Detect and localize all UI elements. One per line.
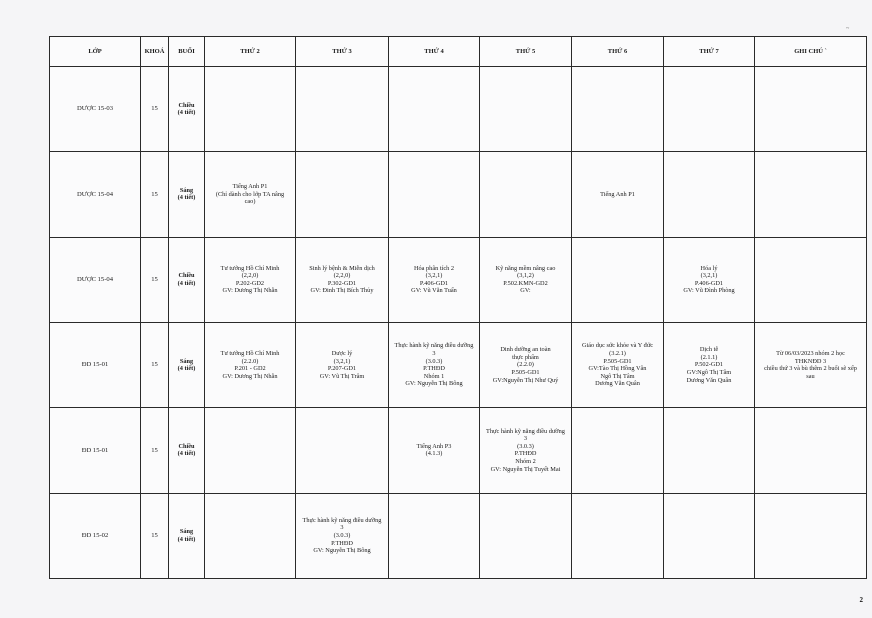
class-cell: ĐD 15-01 <box>50 322 141 407</box>
cell-line: P.THĐD <box>331 539 353 547</box>
corner-mark: ~ <box>846 26 850 32</box>
class-cell: ĐD 15-01 <box>50 408 141 493</box>
session-line: Chiều <box>178 101 195 109</box>
cell-line: P.201 - GD2 <box>234 365 266 373</box>
cell-line: Từ 06/03/2023 nhóm 2 học <box>776 349 845 357</box>
session-cell <box>169 67 205 152</box>
cell-line: GV:Ngô Thị Tâm <box>686 368 732 376</box>
cell-line: P.302-GD1 <box>327 279 357 287</box>
cell-line: 3 <box>340 524 344 532</box>
session-cell <box>169 237 205 322</box>
schedule-body <box>50 67 867 579</box>
session-line: (4 tiết) <box>177 109 196 117</box>
session-cell <box>169 152 205 237</box>
session-line: (4 tiết) <box>177 194 196 202</box>
course-year-cell: 15 <box>141 152 169 237</box>
schedule-cell <box>389 152 480 237</box>
session-line: Chiều <box>178 442 195 450</box>
cell-line: Tiếng Anh P1 <box>600 190 635 198</box>
table-row <box>50 322 867 407</box>
cell-line: thực phẩm <box>512 353 539 361</box>
cell-line: GV: <box>520 287 531 295</box>
cell-line: GV: Vũ Văn Tuấn <box>411 287 457 295</box>
cell-line: Sinh lý bệnh & Miễn dịch <box>309 264 375 272</box>
cell-line: (3,2,1) <box>333 357 351 365</box>
cell-line: P.406-GD1 <box>694 279 724 287</box>
cell-line: Dương Văn Quân <box>595 380 640 388</box>
cell-line: GV: Đinh Thị Bích Thủy <box>310 287 374 295</box>
cell-line: P.THĐD <box>514 450 537 458</box>
cell-line: P.502.KMN-GD2 <box>503 279 548 287</box>
schedule-cell <box>572 322 664 407</box>
note-cell <box>755 493 867 578</box>
table-row <box>50 408 867 493</box>
cell-line: GV: Dương Thị Nhẫn <box>222 372 278 380</box>
header-thu6: THỨ 6 <box>572 37 664 67</box>
schedule-cell <box>389 408 480 493</box>
header-thu2: THỨ 2 <box>205 37 296 67</box>
session-line: Sáng <box>179 357 194 365</box>
cell-line: P.505-GD1 <box>603 357 632 365</box>
schedule-cell <box>664 237 755 322</box>
cell-line: (3,1,2) <box>517 272 534 280</box>
schedule-table <box>49 36 867 579</box>
cell-line: GV: Vũ Đình Phòng <box>683 287 735 295</box>
schedule-cell <box>572 67 664 152</box>
table-row <box>50 67 867 152</box>
table-row <box>50 493 867 578</box>
cell-line: THKNĐD 3 <box>794 357 827 365</box>
cell-line: (Chỉ dành cho lớp TA nâng <box>215 190 285 198</box>
header-thu5: THỨ 5 <box>480 37 572 67</box>
cell-line: (3.2.1) <box>609 349 626 357</box>
schedule-cell <box>480 152 572 237</box>
header-ghichu: GHI CHÚ ` <box>755 37 867 67</box>
session-line: Sáng <box>179 186 194 194</box>
schedule-cell <box>664 67 755 152</box>
schedule-cell <box>572 152 664 237</box>
cell-line: P.207-GD1 <box>327 365 357 373</box>
cell-line: (2.1.1) <box>700 353 718 361</box>
header-lop: LỚP <box>50 37 141 67</box>
cell-line: (2.2.0) <box>241 357 259 365</box>
cell-line: (3,2,1) <box>425 272 443 280</box>
header-thu4: THỨ 4 <box>389 37 480 67</box>
course-year-cell: 15 <box>141 67 169 152</box>
schedule-cell <box>480 322 572 407</box>
cell-line: Tiếng Anh P3 <box>416 442 452 450</box>
cell-line: GV:Tào Thị Hồng Vân <box>588 365 647 373</box>
cell-line: GV: Nguyễn Thị Bông <box>313 547 371 555</box>
schedule-cell <box>572 493 664 578</box>
session-line: Sáng <box>179 528 194 536</box>
cell-line: Dinh dưỡng an toàn <box>500 346 551 354</box>
schedule-cell <box>205 67 296 152</box>
cell-line: Tư tưởng Hồ Chí Minh <box>220 264 280 272</box>
header-khoa: KHOÁ <box>141 37 169 67</box>
cell-line: sau <box>806 372 815 380</box>
session-line: (4 tiết) <box>177 279 196 287</box>
note-cell <box>755 322 867 407</box>
cell-line: Nhóm 2 <box>515 458 536 466</box>
class-cell: ĐD 15-02 <box>50 493 141 578</box>
schedule-cell <box>296 408 389 493</box>
cell-line: P.406-GD1 <box>419 279 449 287</box>
schedule-cell <box>664 493 755 578</box>
course-year-cell: 15 <box>141 408 169 493</box>
session-line: Chiều <box>178 272 195 280</box>
cell-line: Thực hành kỹ năng điều dưỡng <box>394 342 474 350</box>
header-buoi: BUỔI <box>169 37 205 67</box>
schedule-cell <box>389 322 480 407</box>
session-line: (4 tiết) <box>177 535 196 543</box>
cell-line: (3,2,1) <box>700 272 718 280</box>
cell-line: 3 <box>432 349 436 357</box>
session-cell <box>169 493 205 578</box>
cell-line: cao) <box>244 198 256 206</box>
schedule-cell <box>664 408 755 493</box>
class-cell: DƯỢC 15-04 <box>50 152 141 237</box>
cell-line: Thực hành kỹ năng điều dưỡng <box>486 427 565 435</box>
class-cell: DƯỢC 15-03 <box>50 67 141 152</box>
cell-line: Ngô Thị Tâm <box>600 372 635 380</box>
schedule-cell <box>480 67 572 152</box>
header-thu3: THỨ 3 <box>296 37 389 67</box>
session-cell <box>169 408 205 493</box>
note-cell <box>755 408 867 493</box>
schedule-cell <box>664 322 755 407</box>
cell-line: (3.0.3) <box>333 532 351 540</box>
cell-line: P.THĐD <box>423 365 445 373</box>
session-line: (4 tiết) <box>177 365 196 373</box>
schedule-cell <box>205 322 296 407</box>
cell-line: (3.0.3) <box>425 357 443 365</box>
schedule-cell <box>480 493 572 578</box>
schedule-cell <box>389 67 480 152</box>
cell-line: Giáo dục sức khỏe và Y đức <box>581 342 654 350</box>
schedule-cell <box>296 152 389 237</box>
header-row <box>50 37 867 67</box>
page-number: 2 <box>859 596 863 604</box>
session-cell <box>169 322 205 407</box>
cell-line: Tư tưởng Hồ Chí Minh <box>220 349 280 357</box>
table-row <box>50 152 867 237</box>
cell-line: Nhóm 1 <box>423 372 445 380</box>
header-thu7: THỨ 7 <box>664 37 755 67</box>
schedule-cell <box>389 493 480 578</box>
cell-line: Thực hành kỹ năng điều dưỡng <box>302 516 382 524</box>
note-cell <box>755 237 867 322</box>
course-year-cell: 15 <box>141 237 169 322</box>
cell-line: Tiếng Anh P1 <box>232 183 268 191</box>
cell-line: P.505-GD1 <box>511 368 540 376</box>
schedule-cell <box>480 237 572 322</box>
cell-line: P.202-GD2 <box>235 279 265 287</box>
schedule-cell <box>389 237 480 322</box>
cell-line: (2,2,0) <box>241 272 259 280</box>
schedule-cell <box>296 322 389 407</box>
cell-line: Hóa lý <box>700 264 718 272</box>
cell-line: GV:Nguyễn Thị Như Quý <box>492 376 559 384</box>
cell-line: (2,2,0) <box>333 272 351 280</box>
schedule-cell <box>296 493 389 578</box>
cell-line: 3 <box>523 435 528 443</box>
schedule-cell <box>205 237 296 322</box>
course-year-cell: 15 <box>141 322 169 407</box>
cell-line: Hóa phân tích 2 <box>413 264 455 272</box>
cell-line: (4.1.3) <box>425 450 443 458</box>
schedule-cell <box>205 493 296 578</box>
course-year-cell: 15 <box>141 493 169 578</box>
cell-line: Kỹ năng mềm nâng cao <box>495 264 556 272</box>
note-cell <box>755 152 867 237</box>
cell-line: Dịch tễ <box>699 346 719 354</box>
cell-line: Dược lý <box>331 349 353 357</box>
table-row <box>50 237 867 322</box>
cell-line: chiều thứ 3 và bù thêm 2 buổi sẽ xếp <box>764 365 857 373</box>
cell-line: GV: Nguyễn Thị Bông <box>405 380 463 388</box>
schedule-cell <box>572 237 664 322</box>
session-line: (4 tiết) <box>177 450 196 458</box>
schedule-cell <box>205 152 296 237</box>
cell-line: GV: Vũ Thị Trâm <box>319 372 365 380</box>
schedule-cell <box>296 237 389 322</box>
cell-line: (3.0.3) <box>517 442 534 450</box>
cell-line: Dương Văn Quân <box>686 376 732 384</box>
cell-line: P.502-GD1 <box>694 361 724 369</box>
schedule-cell <box>572 408 664 493</box>
note-cell <box>755 67 867 152</box>
class-cell: DƯỢC 15-04 <box>50 237 141 322</box>
schedule-cell <box>296 67 389 152</box>
schedule-cell <box>205 408 296 493</box>
cell-line: (2.2.0) <box>517 361 534 369</box>
cell-line: GV: Dương Thị Nhẫn <box>222 287 278 295</box>
schedule-cell <box>664 152 755 237</box>
cell-line: GV: Nguyễn Thị Tuyết Mai <box>490 465 561 473</box>
schedule-cell <box>480 408 572 493</box>
